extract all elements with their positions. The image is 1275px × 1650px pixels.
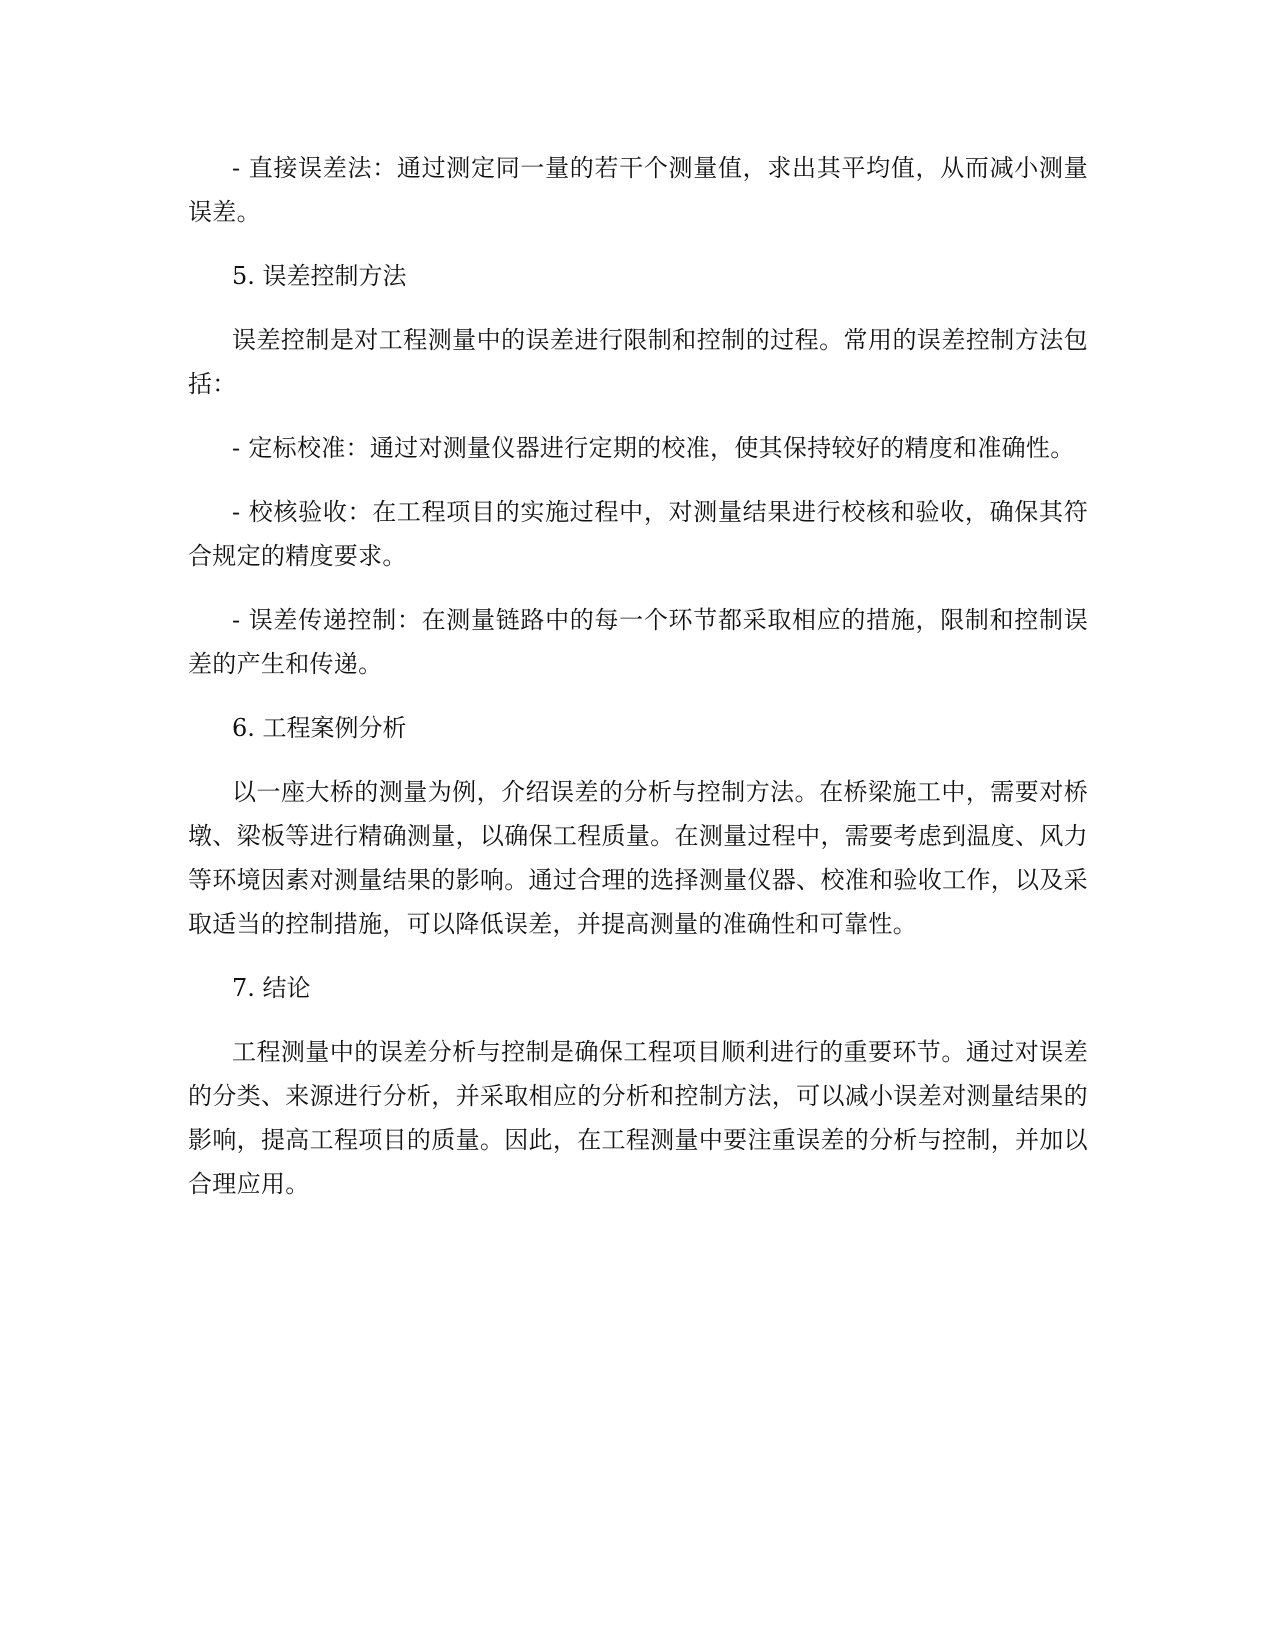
calibration-paragraph: - 定标校准：通过对测量仪器进行定期的校准，使其保持较好的精度和准确性。 (232, 434, 1075, 462)
case-study-paragraph: 以一座大桥的测量为例，介绍误差的分析与控制方法。在桥梁施工中，需要对桥墩、梁板等进行精确测量，以确保工程质量。在测量过程中，需要考虑到温度、风力等环境因素对测量结果的影响。通过合理的选择测量仪器、校准和验收工作，以及采取适当的控制措施，可以降低误差，并提高测量的准确性和可靠性。 (188, 778, 1088, 938)
error-propagation-paragraph: - 误差传递控制：在测量链路中的每一个环节都采取相应的措施，限制和控制误差的产生和传递。 (188, 606, 1088, 678)
direct-error-method-paragraph: - 直接误差法：通过测定同一量的若干个测量值，求出其平均值，从而减小测量误差。 (188, 154, 1088, 226)
document-body (188, 146, 1088, 1226)
error-control-intro-paragraph: 误差控制是对工程测量中的误差进行限制和控制的过程。常用的误差控制方法包括： (188, 326, 1088, 398)
section-5-heading: 5. 误差控制方法 (232, 262, 407, 290)
conclusion-paragraph: 工程测量中的误差分析与控制是确保工程项目顺利进行的重要环节。通过对误差的分类、来源进行分析，并采取相应的分析和控制方法，可以减小误差对测量结果的影响，提高工程项目的质量。因此，在工程测量中要注重误差的分析与控制，并加以合理应用。 (188, 1038, 1088, 1198)
section-6-heading: 6. 工程案例分析 (232, 714, 407, 742)
verification-paragraph: - 校核验收：在工程项目的实施过程中，对测量结果进行校核和验收，确保其符合规定的精度要求。 (188, 498, 1088, 570)
section-7-heading: 7. 结论 (232, 974, 311, 1002)
